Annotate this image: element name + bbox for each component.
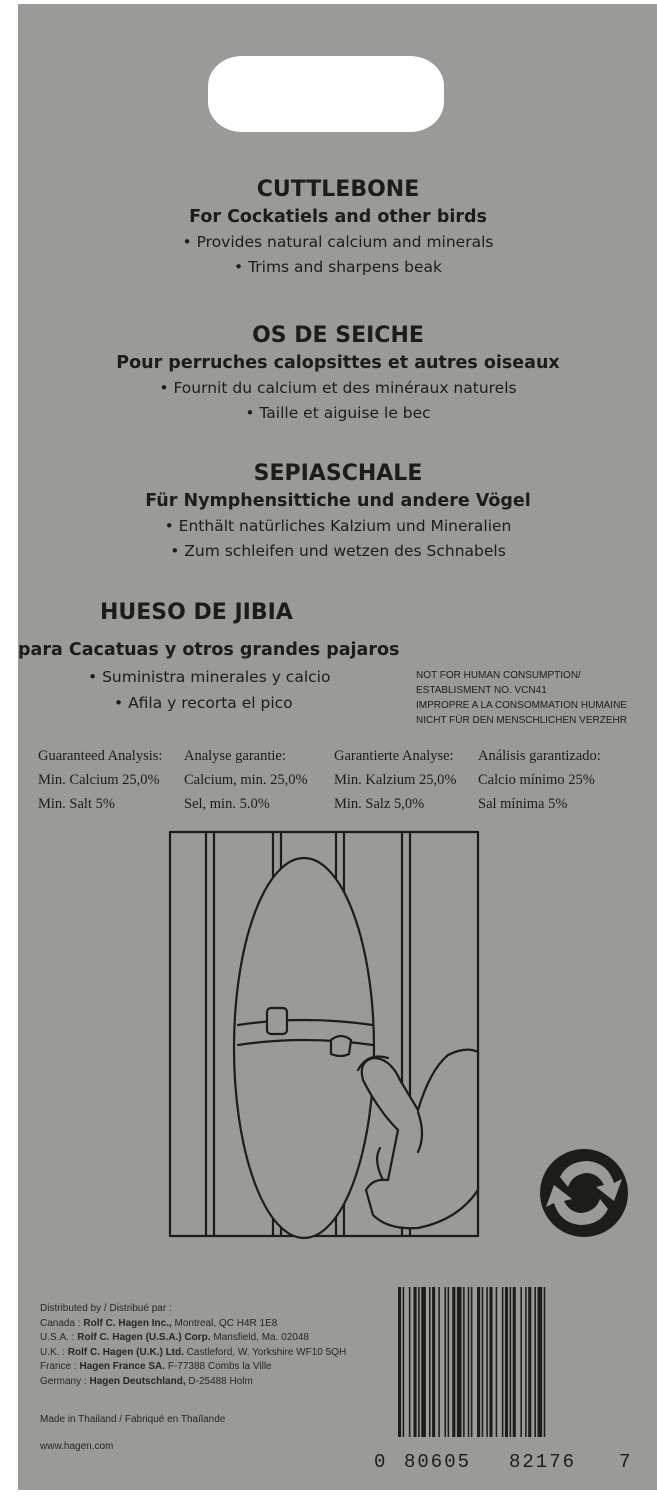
notice-line: NOT FOR HUMAN CONSUMPTION/ — [416, 670, 581, 681]
hang-hole — [208, 56, 444, 132]
hand — [362, 1050, 478, 1229]
recycle-icon — [538, 1147, 630, 1239]
analysis-value: Sel, min. 5.0% — [184, 796, 270, 812]
analysis-value: Min. Salz 5,0% — [334, 796, 425, 812]
analysis-value: Min. Salt 5% — [38, 796, 115, 812]
spanish-bullet: • Suministra minerales y calcio — [88, 668, 331, 686]
analysis-heading: Análisis garantizado: — [478, 748, 601, 764]
distributor-line: Canada : Rolf C. Hagen Inc., Montreal, QC H4R 1E8 — [40, 1317, 278, 1329]
barcode-bar — [418, 1287, 420, 1437]
analysis-column-english — [38, 744, 162, 816]
german-title: SEPIASCHALE — [253, 461, 423, 486]
analysis-heading: Analyse garantie: — [184, 748, 286, 764]
german-bullet: • Zum schleifen und wetzen des Schnabels — [170, 542, 506, 560]
barcode-bar — [510, 1287, 512, 1437]
barcode-bar — [482, 1287, 484, 1437]
barcode-left-digits: 80605 — [404, 1451, 472, 1473]
barcode-check-digit: 7 — [619, 1451, 631, 1473]
barcode-bar — [445, 1287, 447, 1437]
barcode-bar — [513, 1287, 516, 1437]
distributor-heading: Distributed by / Distribué par : — [40, 1303, 172, 1314]
barcode-bar — [505, 1287, 508, 1437]
notice-line: ESTABLISMENT NO. VCN41 — [416, 685, 547, 696]
barcode-bar — [421, 1287, 426, 1437]
english-subtitle: For Cockatiels and other birds — [189, 207, 487, 227]
barcode-bar — [432, 1287, 435, 1437]
analysis-heading: Garantierte Analyse: — [334, 748, 454, 764]
barcode-bar — [496, 1287, 498, 1437]
barcode-bar — [502, 1287, 504, 1437]
clip — [267, 1008, 287, 1034]
analysis-value: Calcio mínimo 25% — [478, 772, 595, 788]
barcode-bar — [544, 1287, 546, 1437]
barcode-bar — [438, 1287, 440, 1437]
package-card — [18, 4, 657, 1490]
barcode-bar — [403, 1287, 405, 1437]
analysis-value: Sal mínima 5% — [478, 796, 568, 812]
barcode-bar — [468, 1287, 470, 1437]
barcode-bar — [448, 1287, 450, 1437]
barcode-bar — [489, 1287, 492, 1437]
analysis-value: Min. Calcium 25,0% — [38, 772, 160, 788]
english-title: CUTTLEBONE — [256, 177, 420, 202]
distributor-line: France : Hagen France SA. F-77388 Combs la Ville — [40, 1361, 272, 1372]
spanish-bullet: • Afila y recorta el pico — [114, 694, 293, 712]
cuttlebone — [234, 858, 374, 1238]
analysis-heading: Guaranteed Analysis: — [38, 748, 163, 764]
barcode-bar — [452, 1287, 455, 1437]
english-block — [18, 176, 657, 280]
barcode-bar — [398, 1287, 401, 1437]
barcode-right-digits: 82176 — [509, 1451, 577, 1473]
barcode — [394, 1287, 634, 1449]
french-title: OS DE SEICHE — [252, 323, 424, 348]
french-bullet: • Taille et aiguise le bec — [245, 404, 431, 422]
notice-line: NICHT FÜR DEN MENSCHLICHEN VERZEHR — [416, 715, 627, 726]
english-bullet: • Provides natural calcium and minerals — [182, 233, 494, 251]
barcode-bar — [471, 1287, 473, 1437]
analysis-column-french — [184, 744, 308, 816]
german-block — [18, 460, 657, 564]
cage-illustration — [168, 830, 483, 1240]
distributor-line: U.K. : Rolf C. Hagen (U.K.) Ltd. Castleford, W. Yorkshire WF10 5QH — [40, 1346, 347, 1358]
website-label: www.hagen.com — [40, 1441, 114, 1452]
barcode-bar — [477, 1287, 480, 1437]
french-bullet: • Fournit du calcium et des minéraux naturels — [159, 379, 517, 397]
barcode-bar — [463, 1287, 465, 1437]
barcode-bar — [528, 1287, 531, 1437]
distributor-line: U.S.A. : Rolf C. Hagen (U.S.A.) Corp. Mansfield, Ma. 02048 — [40, 1332, 309, 1343]
spanish-title: HUESO DE JIBIA — [100, 600, 293, 625]
barcode-bar — [486, 1287, 488, 1437]
barcode-bar — [429, 1287, 431, 1437]
german-bullet: • Enthält natürliches Kalzium und Mineralien — [164, 517, 512, 535]
barcode-bar — [534, 1287, 536, 1437]
barcode-bar — [525, 1287, 527, 1437]
barcode-bar — [409, 1287, 411, 1437]
barcode-first-digit: 0 — [374, 1451, 386, 1473]
distributor-line: Germany : Hagen Deutschland, D-25488 Holm — [40, 1375, 253, 1387]
german-subtitle: Für Nymphensittiche und andere Vögel — [145, 491, 531, 511]
barcode-bar — [538, 1287, 543, 1437]
barcode-bar — [414, 1287, 417, 1437]
distributor-info — [40, 1302, 346, 1389]
english-bullet: • Trims and sharpens beak — [234, 258, 442, 276]
analysis-value: Min. Kalzium 25,0% — [334, 772, 457, 788]
barcode-bar — [520, 1287, 522, 1437]
analysis-column-german — [334, 744, 456, 816]
french-block — [18, 322, 657, 426]
spanish-subtitle: para Cacatuas y otros grandes pajaros — [18, 640, 400, 660]
notice-line: IMPROPRE A LA CONSOMMATION HUMAINE — [416, 700, 627, 711]
analysis-value: Calcium, min. 25,0% — [184, 772, 308, 788]
barcode-bar — [457, 1287, 462, 1437]
made-in-label: Made in Thailand / Fabriqué en Thaïlande — [40, 1414, 226, 1425]
consumption-notice — [416, 668, 627, 728]
french-subtitle: Pour perruches calopsittes et autres oiseaux — [116, 353, 560, 373]
analysis-column-spanish — [478, 744, 601, 816]
